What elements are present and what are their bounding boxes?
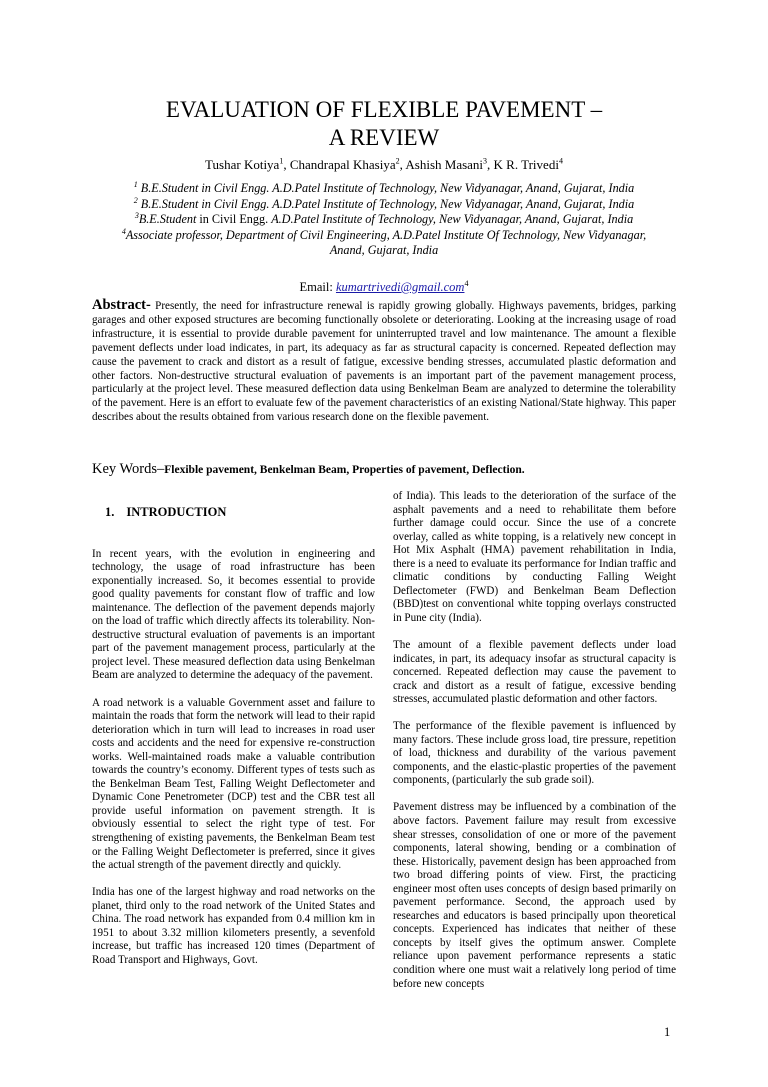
title-line-1: EVALUATION OF FLEXIBLE PAVEMENT – bbox=[165, 97, 603, 122]
paragraph: of India). This leads to the deterioration of the surface of the asphalt pavements and a need to rehabilitate them before further damage could occur. Since the use of a concrete overlay, called as white topping, is a relatively new concept in Hot Mix Asphalt (HMA) pavement rehabilitation in India, there is a need to evaluate its performance for Indian traffic and climatic conditions by conducting Falling Weight Deflectometer (FWD) and Benkelman Beam Deflection (BBD)test on conventional white topping overlays constructed in Pune city (India). bbox=[393, 490, 676, 624]
paragraph: The amount of a flexible pavement deflects under load indicates, in part, its adequacy insofar as structural capacity is concerned. Repeated deflection may cause the pavement to crack and distort as a result of fatigue, excessive bending stresses, accumulated plastic deformation and other factors. bbox=[393, 638, 676, 706]
paragraph: A road network is a valuable Government asset and failure to maintain the roads that form the network will lead to their rapid deterioration which in turn will lead to increases in road user costs and accidents and the need for expensive re-construction works. Well-maintained roads make a valuable contribution towards the country’s economy. Different types of tests such as the Benkelman Beam Test, Falling Weight Deflectometer and Dynamic Cone Penetrometer (DCP) test and the CBR test all provide useful information on pavement strength. It is obviously essential to select the right type of test. For strengthening of existing pavements, the Benkelman Beam test or the Falling Weight Deflectometer is preferred, since it gives the actual strength of the pavement directly and quickly. bbox=[92, 696, 375, 872]
email-link[interactable]: kumartrivedi@gmail.com bbox=[335, 280, 465, 294]
affiliation-1: $^1$ B.E.Student in Civil Engg. A.D.Patel Institute of Technology, New Vidyanagar, Anand, Gujarat, India bbox=[133, 179, 635, 195]
keywords-text: Flexible pavement, Benkelman Beam, Properties of pavement, Deflection. bbox=[164, 464, 525, 476]
abstract-label: Abstract- bbox=[92, 297, 151, 313]
paragraph: In recent years, with the evolution in engineering and technology, the usage of road infrastructure has been exponentially increased. So, it becomes essential to provide good quality pavements for constant flow of traffic and low maintenance. The deflection of the pavement depends majorly on the load of traffic which directly affects its tolerability. Non-destructive structural evaluation of pavements is an important part of the pavement management process, particularly at the project level. These measured deflection data using Benkelman Beam are analyzed to determine the adequacy of the pavement. bbox=[92, 547, 375, 682]
paragraph: The performance of the flexible pavement is influenced by many factors. These include gross load, tire pressure, repetition of load, thickness and durability of the various pavement components, and the elastic-plastic properties of the pavement components, (particularly the sub grade soil). bbox=[393, 720, 676, 787]
affiliation-2: $^2$ B.E.Student in Civil Engg. A.D.Patel Institute of Technology, New Vidyanagar, Anand, Gujarat, India bbox=[133, 195, 635, 211]
abstract bbox=[92, 299, 676, 425]
contact-email: Email: kumartrivedi@gmail.com$^4$ bbox=[299, 278, 469, 294]
title-line-2: A REVIEW bbox=[328, 125, 440, 150]
keywords-label: Key Words– bbox=[92, 461, 165, 477]
paragraph: Pavement distress may be influenced by a combination of the above factors. Pavement failure may result from excessive shear stresses, consolidation of one or more of the pavement components, lateral showing, bending or a combination of these. Historically, pavement design has been approached from two broad differing points of view. First, the practicing engineer most often uses concepts of design based primarily on pavement performance. Second, the approach used by researches and educators is based principally upon theoretical concepts. Experienced has indicates that neither of these concepts by itself gives the optimum answer. Complete reliance upon pavement performance represents a static condition where one must wait a relatively long period of time before new concepts bbox=[393, 801, 676, 990]
author-name: Tushar Kotiya bbox=[205, 157, 280, 172]
affiliation-3: $^3$B.E.Student in Civil Engg. A.D.Patel Institute of Technology, New Vidyanagar, Anand, Gujarat, India bbox=[134, 210, 634, 226]
author-name: K R. Trivedi bbox=[493, 157, 559, 172]
email-label: Email: bbox=[299, 280, 333, 294]
paper-title bbox=[100, 96, 668, 152]
page-number: 1 bbox=[664, 1025, 671, 1039]
author-name: Ashish Masani bbox=[405, 157, 484, 172]
keywords bbox=[92, 461, 676, 478]
left-column bbox=[92, 490, 375, 981]
affiliation-4: $^4$Associate professor, Department of Civil Engineering, A.D.Patel Institute Of Technology, New Vidyanagar, bbox=[121, 226, 647, 242]
abstract-text: Presently, the need for infrastructure renewal is rapidly growing globally. Highways pavements, bridges, parking garages and other exposed structures are becoming functionally obsolete or deteriorating. Looking at the increasing usage of road infrastructure, it is essential to provide durable pavement for uninterrupted travel and low maintenance. The amount a flexible pavement deflects under load indicates, in part, its adequacy as far as structural capacity is concerned. Repeated deflection may cause the pavement to crack and distort as a result of fatigue, excessive bending stresses, accumulated plastic deformation and other factors. Non-destructive structural evaluation of pavements is an important part of the pavement management process, particularly at the project level. These measured deflection data using Benkelman Beam are analyzed to determine the tolerability of the pavement. Here is an effort to evaluate few of the pavement characteristics of an existing National/State highway. This paper describes about the results obtained from various research done on the flexible pavement. bbox=[92, 300, 676, 424]
paragraph: India has one of the largest highway and road networks on the planet, third only to the road network of the United States and China. The road network has expanded from 0.4 million km in 1951 to about 3.32 million kilometers presently, a sevenfold increase, but traffic has increased 120 times (Department of Road Transport and Highways, Govt. bbox=[92, 886, 375, 966]
right-column bbox=[393, 490, 676, 1005]
affiliations bbox=[84, 181, 684, 259]
author-list: Tushar Kotiya$^1$, Chandrapal Khasiya$^2$, Ashish Masani$^3$, K R. Trivedi$^4$ bbox=[205, 156, 563, 172]
section-heading-introduction: 1. INTRODUCTION bbox=[105, 505, 227, 519]
affiliation-4-cont: Anand, Gujarat, India bbox=[329, 243, 439, 257]
author-name: Chandrapal Khasiya bbox=[289, 157, 396, 172]
